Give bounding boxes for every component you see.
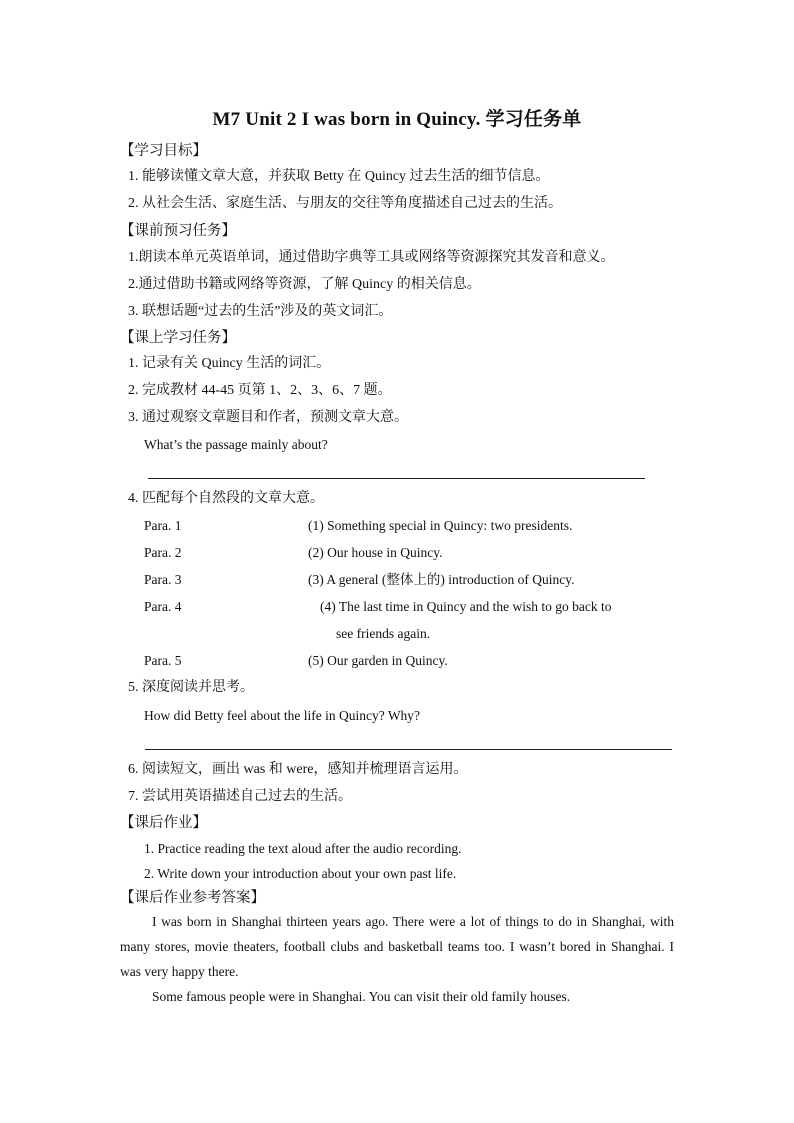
section-heading-homework: 【课后作业】 [120, 815, 207, 831]
section-heading-answers: 【课后作业参考答案】 [120, 890, 265, 906]
answer-paragraph-1: I was born in Shanghai thirteen years ago. There were a lot of things to do in Shanghai, with many stores, movie theaters, football clubs and basketball teams too. I wasn’t bored in Shanghai. I was very happy there. [120, 914, 674, 979]
match-para-2: Para. 2 [144, 545, 182, 560]
match-para-4: Para. 4 [144, 599, 182, 614]
match-para-3: Para. 3 [144, 572, 182, 587]
match-para-5: Para. 5 [144, 653, 182, 668]
inclass-item-5: 5. 深度阅读并思考。 [128, 680, 254, 695]
preview-item-3: 3. 联想话题“过去的生活”涉及的英文词汇。 [128, 304, 393, 319]
match-text-2: (2) Our house in Quincy. [308, 545, 443, 560]
answer-line-betty-feel[interactable] [145, 749, 672, 750]
page-title: M7 Unit 2 I was born in Quincy. 学习任务单 [212, 109, 582, 130]
inclass-item-4: 4. 匹配每个自然段的文章大意。 [128, 491, 324, 506]
inclass-item-1: 1. 记录有关 Quincy 生活的词汇。 [128, 356, 331, 371]
inclass-item-6: 6. 阅读短文，画出 was 和 were，感知并梳理语言运用。 [128, 762, 468, 777]
goal-item-1: 1. 能够读懂文章大意，并获取 Betty 在 Quincy 过去生活的细节信息。 [128, 169, 550, 184]
goal-item-2: 2. 从社会生活、家庭生活、与朋友的交往等角度描述自己过去的生活。 [128, 196, 562, 211]
answer-paragraph-2: Some famous people were in Shanghai. You can visit their old family houses. [152, 989, 571, 1004]
section-heading-goals: 【学习目标】 [120, 143, 207, 159]
preview-item-1: 1.朗读本单元英语单词，通过借助字典等工具或网络等资源探究其发音和意义。 [128, 250, 615, 265]
match-text-4-continued: see friends again. [336, 626, 431, 641]
match-text-3: (3) A general (整体上的) introduction of Quincy. [308, 572, 575, 587]
inclass-item-3: 3. 通过观察文章题目和作者，预测文章大意。 [128, 410, 408, 425]
inclass-item-7: 7. 尝试用英语描述自己过去的生活。 [128, 789, 352, 804]
match-para-1: Para. 1 [144, 518, 182, 533]
homework-item-2: 2. Write down your introduction about your own past life. [144, 866, 457, 881]
inclass-item-2: 2. 完成教材 44-45 页第 1、2、3、6、7 题。 [128, 383, 392, 398]
answer-line-main-idea[interactable] [148, 478, 645, 479]
match-text-1: (1) Something special in Quincy: two presidents. [308, 518, 573, 533]
preview-item-2: 2.通过借助书籍或网络等资源，了解 Quincy 的相关信息。 [128, 277, 481, 292]
match-text-5: (5) Our garden in Quincy. [308, 653, 448, 668]
section-heading-inclass: 【课上学习任务】 [120, 330, 236, 346]
section-heading-preview: 【课前预习任务】 [120, 223, 236, 239]
homework-item-1: 1. Practice reading the text aloud after the audio recording. [144, 841, 462, 856]
match-text-4: (4) The last time in Quincy and the wish to go back to [320, 599, 612, 614]
question-main-idea: What’s the passage mainly about? [144, 437, 328, 452]
question-betty-feel: How did Betty feel about the life in Quincy? Why? [144, 708, 421, 723]
